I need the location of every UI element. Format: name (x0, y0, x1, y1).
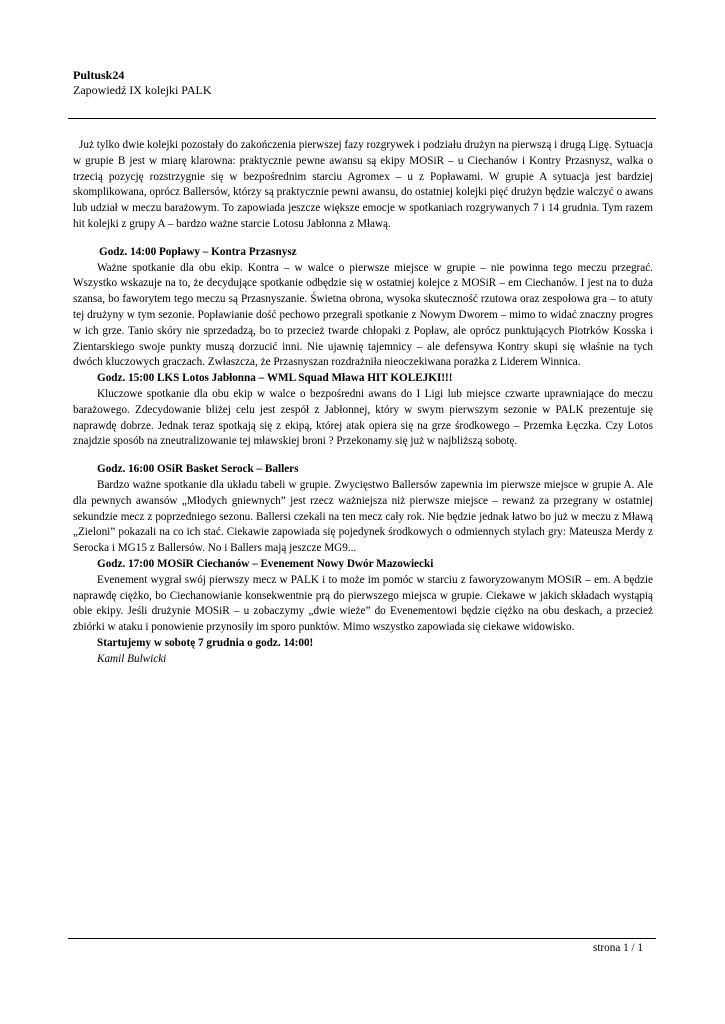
article-body (73, 138, 653, 668)
page-number: strona 1 / 1 (592, 942, 643, 954)
author-signature: Kamil Bulwicki (97, 652, 167, 665)
document-subtitle: Zapowiedź IX kolejki PALK (73, 83, 212, 97)
match-description: Bardzo ważne spotkanie dla układu tabeli w grupie. Zwycięstwo Ballersów zapewnia im pierwsze miejsce w grupie A. Ale dla pewnych awansów „Młodych gniewnych” jest rzecz ważniejsza niż pierwsze miejsce – rewanż za przegrany w ostatniej sekundzie mecz z poprzedniego sezonu. Ballersi czekali na ten mecz cały rok. Nie będzie jednak łatwo bo już w meczu z Mławą „Zieloni” pokazali na co ich stać. Ciekawie zapowiada się pojedynek środkowych o odmiennych stylach gry: Mateusza Merdy z Serocka i MG15 z Ballersów. No i Ballers mają jeszcze MG9... (73, 478, 653, 555)
site-title: Pultusk24 (73, 68, 125, 82)
document-header (73, 68, 212, 98)
match-description: Kluczowe spotkanie dla obu ekip w walce o bezpośredni awans do I Ligi lub miejsce czwarte uprawniające do meczu barażowego. Zdecydowanie bliżej celu jest zespół z Jabłonnej, który w swym pierwszym sezonie w PALK prezentuje się naprawdę dobrze. Jednak teraz spotkają się z ekipą, której atak opiera się na grze środkowego – Przemka Łęczka. Czy Lotos znajdzie sposób na zneutralizowanie tej mławskiej broni ? Przekonamy się już w najbliższą sobotę. (73, 387, 653, 448)
match-title: Godz. 14:00 Popławy – Kontra Przasnysz (99, 245, 297, 258)
intro-paragraph: Już tylko dwie kolejki pozostały do zakończenia pierwszej fazy rozgrywek i podziału drużyn na pierwszą i drugą Ligę. Sytuacja w grupie B jest w miarę klarowna: praktycznie pewne awansu są ekipy MOSiR – u Ciechanów i Kontry Przasnysz, walka o trzecią pozycję rozstrzygnie się w bezpośrednim starciu Agromex – u z Popławami. W grupie A sytuacja jest bardziej skomplikowana, oprócz Ballersów, którzy są praktycznie pewni awansu, do ostatniej kolejki pięć drużyn będzie walczyć o awans lub udział w meczu barażowym. To zapowiada jeszcze większe emocje w spotkaniach rozgrywanych 7 i 14 grudnia. Tym razem hit kolejki z grupy A – bardzo ważne starcie Lotosu Jabłonna z Mławą. (73, 139, 653, 230)
match-description: Ważne spotkanie dla obu ekip. Kontra – w walce o pierwsze miejsce w grupie – nie powinna tego meczu przegrać. Wszystko wskazuje na to, że decydujące spotkanie odbędzie się w ostatniej kolejce z MOSiR – em Ciechanów. I jest na to duża szansa, bo faworytem tego meczu są Przasnyszanie. Świetna obrona, wysoka skuteczność rzutowa oraz zespołowa gra – to atuty tej drużyny w tym sezonie. Popławianie dość pechowo przegrali spotkanie z Nowym Dworem – mimo to widać znaczny progres w ich grze. Tanio skóry nie sprzedadzą, bo to przecież twarde chłopaki z Popław, ale oprócz punktujących Piotrków Kosska i Zientarskiego swoje punkty muszą dorzucić inni. Nie ujawnię tajemnicy – ale defensywa Kontry skupi się właśnie na tych dwóch kluczowych graczach. Zwłaszcza, że Przasnyszan rozdrażniła nieoczekiwana porażka z Liderem Winnica. (73, 261, 653, 369)
footer-divider (68, 938, 656, 939)
match-title: Godz. 15:00 LKS Lotos Jabłonna – WML Squad Mława HIT KOLEJKI!!! (97, 372, 453, 385)
match-description: Evenement wygrał swój pierwszy mecz w PALK i to może im pomóc w starciu z faworyzowanym MOSiR – em. A będzie naprawdę ciężko, bo Ciechanowianie konsekwentnie prą do pierwszego miejsca w grupie. Ciekawe w jakich składach wystąpią obie ekipy. Jeśli drużynie MOSiR – u zobaczymy „dwie wieże” do Evenementowi będzie ciężko na obu deskach, a przecież zbiórki w ataku i ponowienie przynosiły im sporo punktów. Mimo wszystko zapowiada się ciekawe widowisko. (73, 573, 653, 634)
match-title: Godz. 16:00 OSiR Basket Serock – Ballers (97, 463, 299, 476)
header-divider (68, 118, 656, 119)
match-title: Godz. 17:00 MOSiR Ciechanów – Evenement Nowy Dwór Mazowiecki (97, 557, 434, 570)
closing-announcement: Startujemy w sobotę 7 grudnia o godz. 14:00! (97, 636, 314, 649)
